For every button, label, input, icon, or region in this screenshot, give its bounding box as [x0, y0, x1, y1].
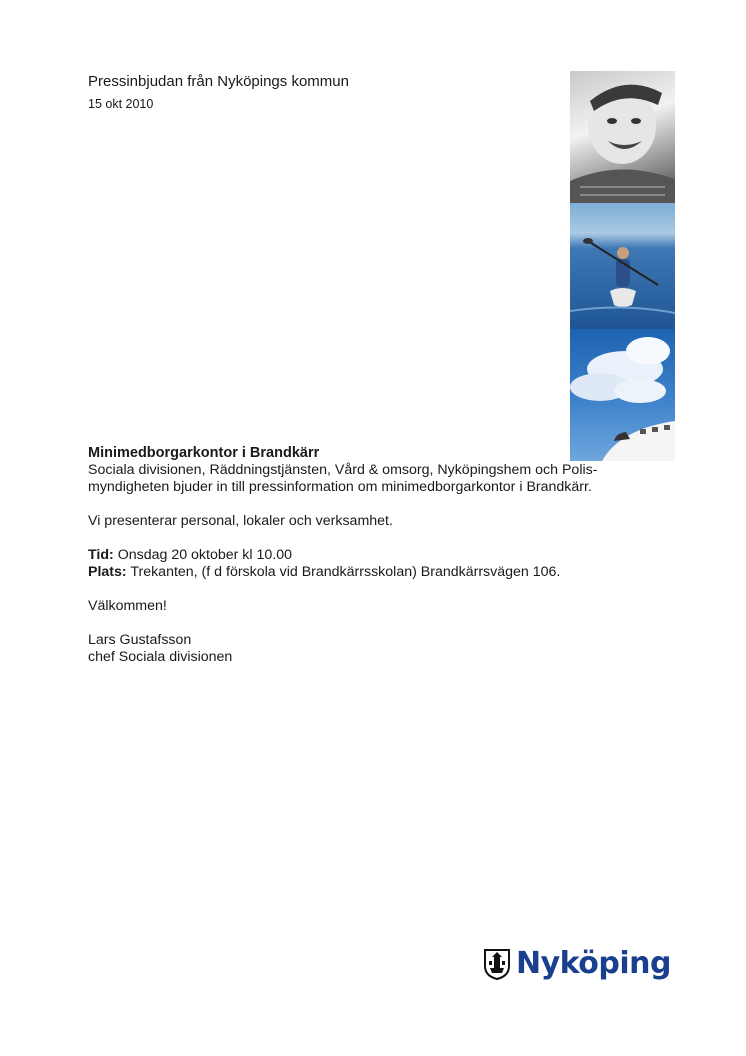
spacer: [88, 615, 678, 632]
place-value: Trekanten, (f d förskola vid Brandkärrsskolan) Brandkärrsvägen 106.: [126, 564, 561, 580]
signature-name: Lars Gustafsson: [88, 632, 192, 648]
nykoping-logo: [483, 946, 671, 982]
sky-illustration: [570, 329, 675, 461]
time-line: [88, 547, 678, 564]
photo-strip: [570, 71, 675, 461]
intro-line-1: Sociala divisionen, Räddningstjänsten, Vård & omsorg, Nyköpingshem och Polis-: [88, 462, 598, 478]
place-label: Plats:: [88, 564, 127, 580]
time-value: Onsdag 20 oktober kl 10.00: [113, 547, 293, 563]
press-date: 15 okt 2010: [88, 97, 154, 111]
coat-of-arms-icon: [483, 948, 511, 980]
child-illustration: [570, 71, 675, 203]
intro-line-2: myndigheten bjuder in till pressinformation om minimedborgarkontor i Brandkärr.: [88, 479, 592, 495]
kayak-illustration: [570, 203, 675, 329]
photo-sky-plane: [570, 329, 675, 461]
spacer: [88, 496, 678, 513]
presentation-text: Vi presenterar personal, lokaler och verksamhet.: [88, 513, 393, 529]
spacer: [88, 581, 678, 598]
welcome-text: Välkommen!: [88, 598, 167, 614]
signature-role: chef Sociala divisionen: [88, 649, 233, 665]
article-title: Minimedborgarkontor i Brandkärr: [88, 445, 320, 461]
time-label: Tid:: [88, 547, 114, 563]
place-line: [88, 564, 678, 581]
spacer: [88, 530, 678, 547]
logo-text: Nyköping: [516, 946, 672, 981]
photo-kayak: [570, 203, 675, 329]
press-release-body: [88, 445, 678, 666]
photo-child: [570, 71, 675, 203]
press-invite-heading: Pressinbjudan från Nyköpings kommun: [88, 73, 349, 90]
